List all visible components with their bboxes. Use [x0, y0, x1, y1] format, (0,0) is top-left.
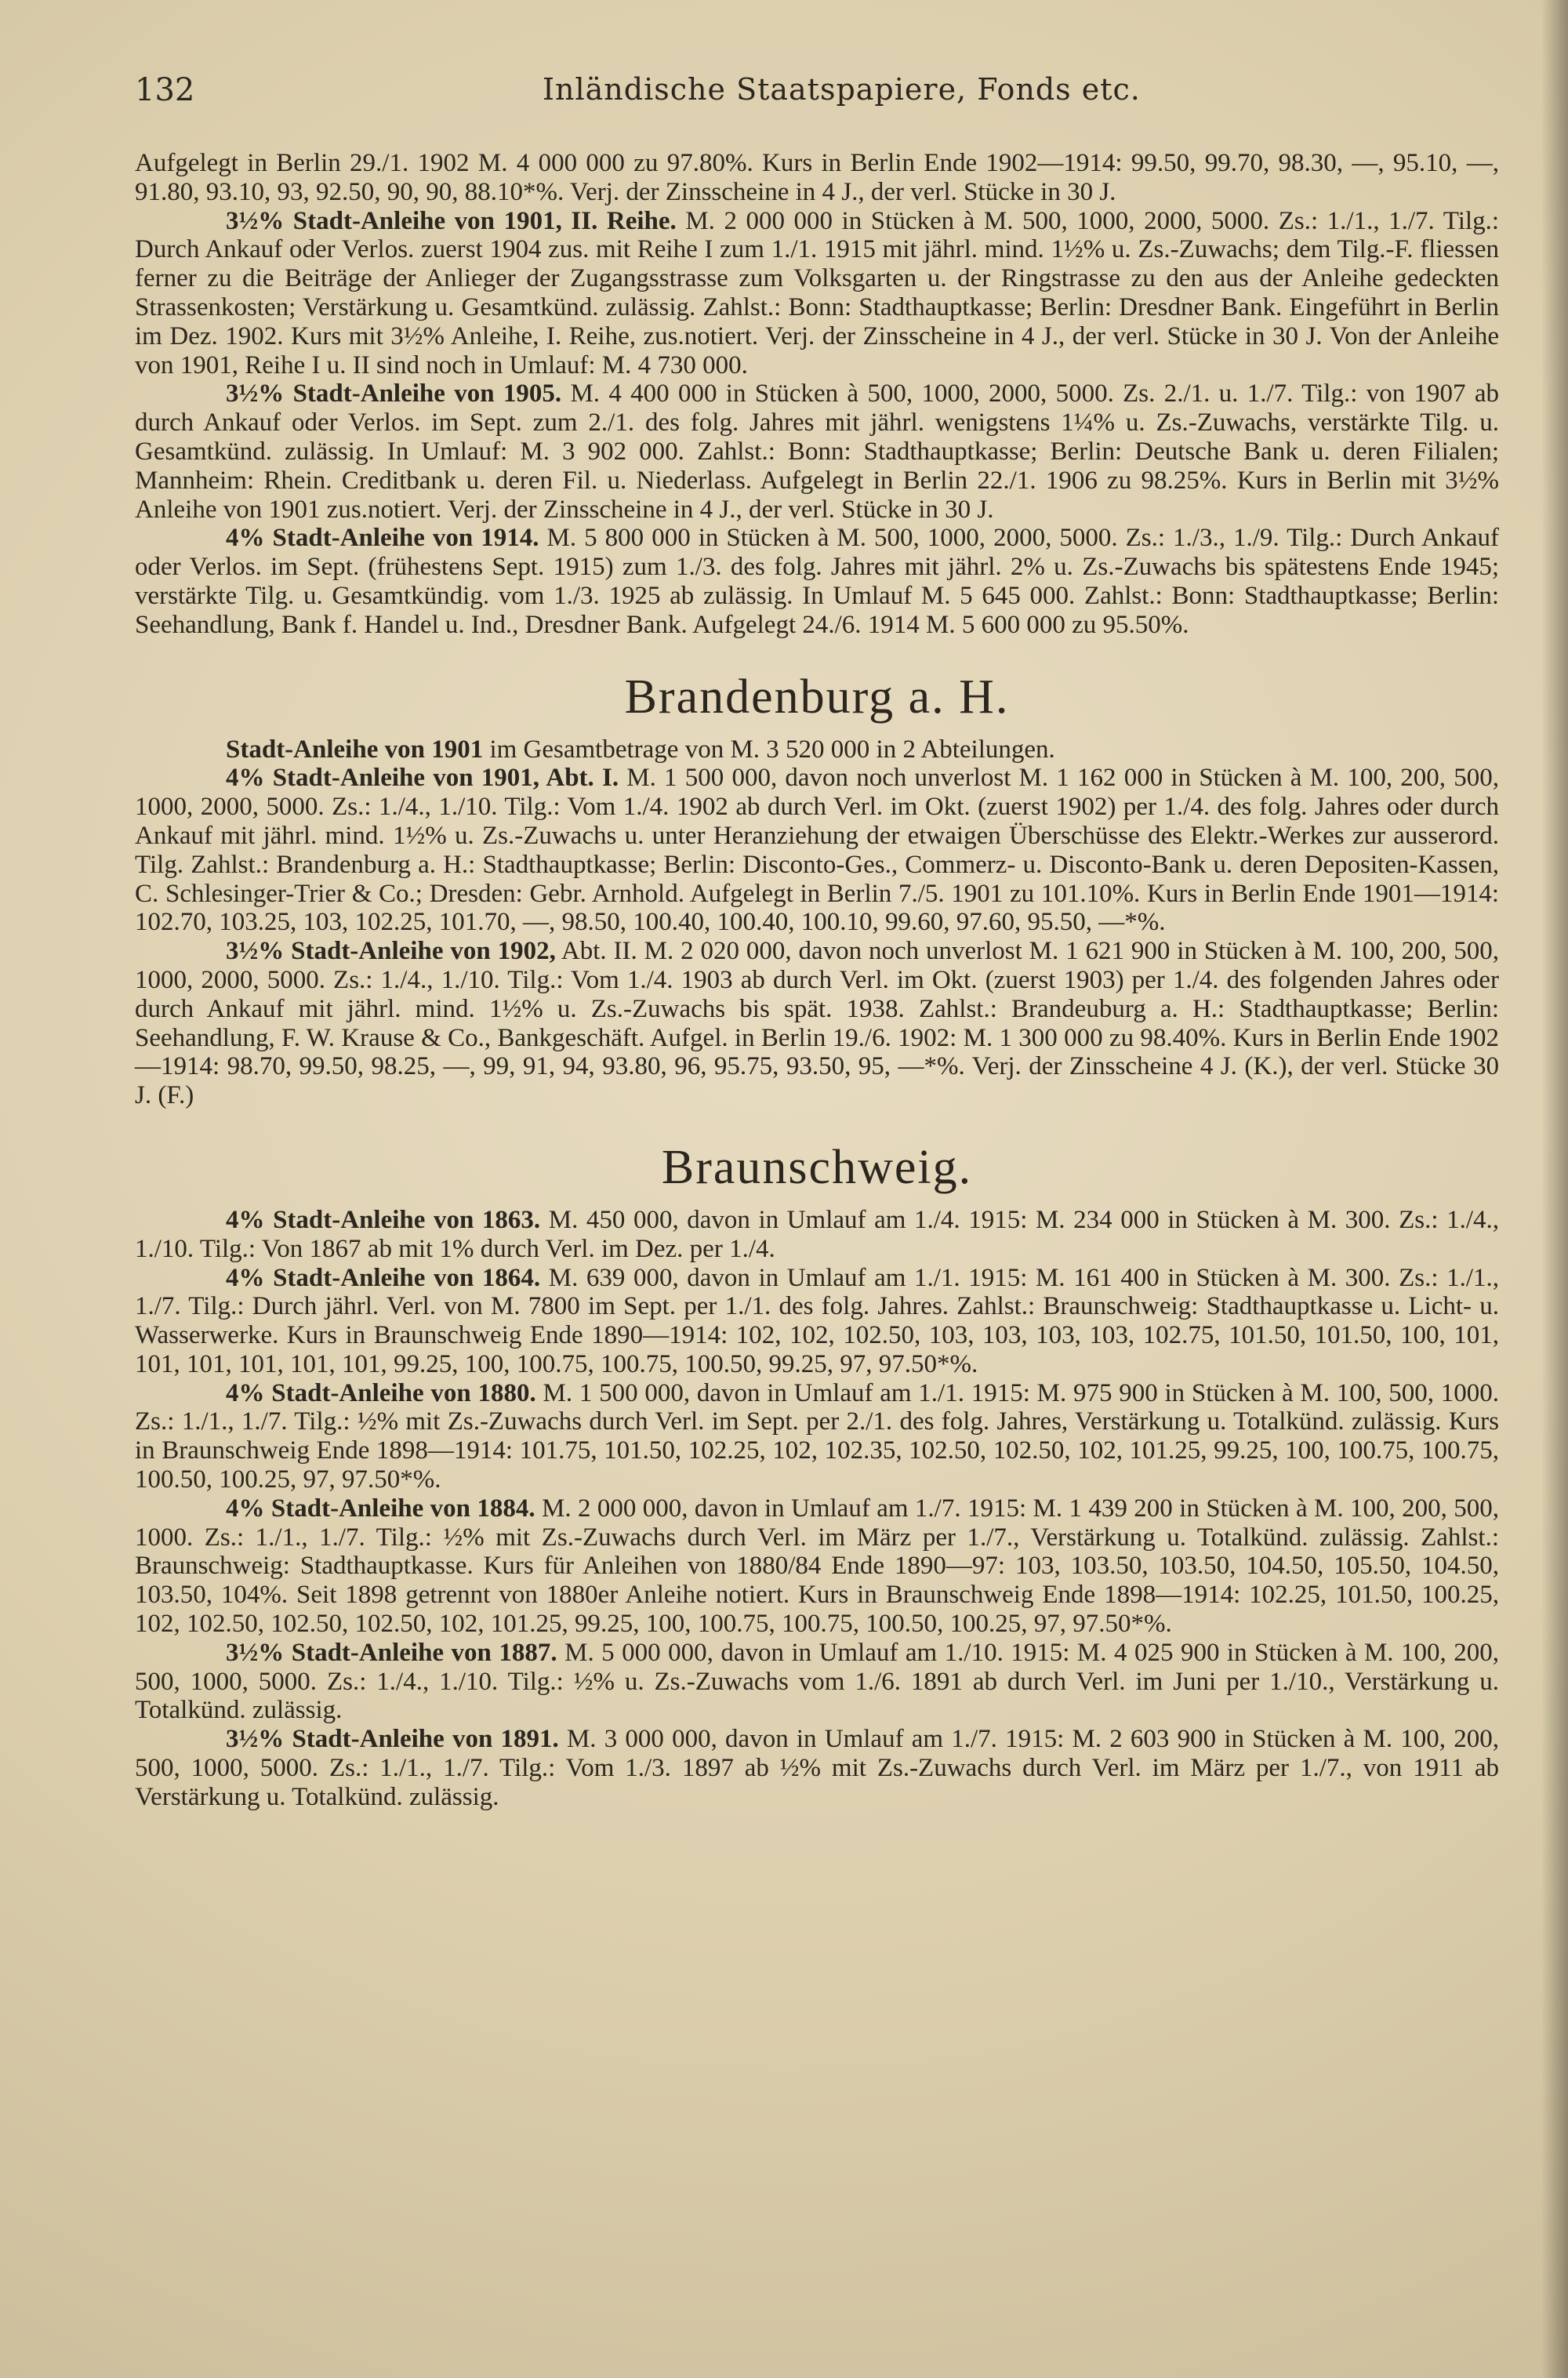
entry-text: M. 1 500 000, davon in Umlauf am 1./1. 1915: M. 975 900 in Stücken à M. 100, 500, 1000. Zs.: 1./1., 1./7. Tilg.: ½% mit Zs.-Zuwachs durch Verl. im Sept. per 2./1. des folg. Jahres, Verstärkung u. Totalkünd. zulässig. Kurs in Braunschweig Ende 1898—1914: 101.75, 101.50, 102.25, 102, 102.35, 102.50, 102.50, 102, 101.25, 99.25, 100, 100.75, 100.75, 100.50, 100.25, 97, 97.50*%.	[135, 1378, 1499, 1494]
entry-text: im Gesamtbetrage von M. 3 520 000 in 2 Abteilungen.	[483, 735, 1055, 764]
entry-text: M. 4 400 000 in Stücken à 500, 1000, 2000, 5000. Zs. 2./1. u. 1./7. Tilg.: von 1907 ab durch Ankauf oder Verlos. im Sept. zum 2./1. des folg. Jahres mit jährl. wenigstens 1¼% u. Zs.-Zuwachs, verstärkte Tilg. u. Gesamtkünd. zulässig. In Umlauf: M. 3 902 000. Zahlst.: Bonn: Stadthauptkasse; Berlin: Deutsche Bank u. deren Filialen; Mannheim: Rhein. Creditbank u. deren Fil. u. Niederlass. Aufgelegt in Berlin 22./1. 1906 zu 98.25%. Kurs in Berlin mit 3½% Anleihe von 1901 zus.notiert. Verj. der Zinsscheine in 4 J., der verl. Stücke in 30 J.	[135, 379, 1499, 524]
entry-heading: 4% Stadt-Anleihe von 1901, Abt. I.	[226, 764, 619, 793]
entry-brandenburg-1901-abt-1	[135, 764, 1499, 937]
entry-heading: 4% Stadt-Anleihe von 1864.	[226, 1263, 541, 1292]
entry-brandenburg-stadt-anleihe-1901	[135, 735, 1499, 764]
section-title-braunschweig: Braunschweig.	[661, 1140, 973, 1194]
page-edge-shadow	[1541, 0, 1568, 2378]
entry-text: M. 639 000, davon in Umlauf am 1./1. 1915: M. 161 400 in Stücken à M. 300. Zs.: 1./1., 1./7. Tilg.: Durch jährl. Verl. von M. 7800 im Sept. per 1./1. des folg. Jahres. Zahlst.: Braunschweig: Stadthauptkasse u. Licht- u. Wasserwerke. Kurs in Braunschweig Ende 1890—1914: 102, 102, 102.50, 103, 103, 103, 103, 102.75, 101.50, 101.50, 100, 101, 101, 101, 101, 101, 101, 99.25, 100, 100.75, 100.75, 100.50, 99.25, 97, 97.50*%.	[135, 1263, 1499, 1378]
body-text	[135, 149, 1499, 1812]
entry-text: M. 1 500 000, davon noch unverlost M. 1 162 000 in Stücken à M. 100, 200, 500, 1000, 2000, 5000. Zs.: 1./4., 1./10. Tilg.: Vom 1./4. 1902 ab durch Verl. im Okt. (zuerst 1902) per 1./4. des folg. Jahres oder durch Ankauf mit jährl. mind. 1½% u. Zs.-Zuwachs u. unter Heranziehung der etwaigen Überschüsse des Elektr.-Werkes zur ausserord. Tilg. Zahlst.: Brandenburg a. H.: Stadthauptkasse; Berlin: Disconto-Ges., Commerz- u. Disconto-Bank u. deren Depositen-Kassen, C. Schlesinger-Trier & Co.; Dresden: Gebr. Arnhold. Aufgelegt in Berlin 7./5. 1901 zu 101.10%. Kurs in Berlin Ende 1901—1914: 102.70, 103.25, 103, 102.25, 101.70, —, 98.50, 100.40, 100.40, 100.10, 99.60, 97.60, 95.50, —*%.	[135, 764, 1499, 937]
page-header	[135, 72, 1499, 119]
entry-braunschweig-1880	[135, 1379, 1499, 1494]
entry-braunschweig-1887	[135, 1639, 1499, 1725]
entry-text: M. 2 000 000, davon in Umlauf am 1./7. 1915: M. 1 439 200 in Stücken à M. 100, 200, 500, 1000. Zs.: 1./1., 1./7. Tilg.: ½% mit Zs.-Zuwachs durch Verl. im März per 1./7., Verstärkung u. Totalkünd. zulässig. Zahlst.: Braunschweig: Stadthauptkasse. Kurs für Anleihen von 1880/84 Ende 1890—97: 103, 103.50, 103.50, 104.50, 105.50, 104.50, 103.50, 104%. Seit 1898 getrennt von 1880er Anleihe notiert. Kurs in Braunschweig Ende 1898—1914: 102.25, 101.50, 100.25, 102, 102.50, 102.50, 102.50, 102, 101.25, 99.25, 100, 100.75, 100.75, 100.50, 100.25, 97, 97.50*%.	[135, 1494, 1499, 1639]
entry-braunschweig-1884	[135, 1494, 1499, 1639]
entry-brandenburg-1902-abt-2	[135, 937, 1499, 1110]
entry-text: M. 2 000 000 in Stücken à M. 500, 1000, 2000, 5000. Zs.: 1./1., 1./7. Tilg.: Durch Ankauf oder Verlos. zuerst 1904 zus. mit Reihe I zum 1./1. 1915 mit jährl. mind. 1½% u. Zs.-Zuwachs; dem Tilg.-F. fliessen ferner zu die Beiträge der Anlieger der Zugangsstrasse zum Volksgarten u. der Ringstrasse zu den aus der Anleihe gedeckten Strassenkosten; Verstärkung u. Gesamtkünd. zulässig. Zahlst.: Bonn: Stadthauptkasse; Berlin: Dresdner Bank. Eingeführt in Berlin im Dez. 1902. Kurs mit 3½% Anleihe, I. Reihe, zus.notiert. Verj. der Zinsscheine in 4 J., der verl. Stücke in 30 J. Von der Anleihe von 1901, Reihe I u. II sind noch in Umlauf: M. 4 730 000.	[135, 206, 1499, 379]
running-title: Inländische Staatspapiere, Fonds etc.	[543, 72, 1141, 107]
entry-heading: 3½% Stadt-Anleihe von 1891.	[226, 1725, 559, 1754]
entry-braunschweig-1864	[135, 1264, 1499, 1379]
section-title-brandenburg: Brandenburg a. H.	[624, 670, 1010, 724]
entry-text: Abt. II. M. 2 020 000, davon noch unverlost M. 1 621 900 in Stücken à M. 100, 200, 500, 1000, 2000, 5000. Zs.: 1./4., 1./10. Tilg.: Vom 1./4. 1903 ab durch Verl. im Okt. (zuerst 1903) per 1./4. des folgenden Jahres oder durch Ankauf mit jährl. mind. 1½% u. Zs.-Zuwachs bis spät. 1938. Zahlst.: Brandeuburg a. H.: Stadthauptkasse; Berlin: Seehandlung, F. W. Krause & Co., Bankgeschäft. Aufgel. in Berlin 19./6. 1902: M. 1 300 000 zu 98.40%. Kurs in Berlin Ende 1902—1914: 98.70, 99.50, 98.25, —, 99, 91, 94, 93.80, 96, 95.75, 93.50, 95, —*%. Verj. der Zinsscheine 4 J. (K.), der verl. Stücke 30 J. (F.)	[135, 937, 1499, 1110]
entry-heading: 4% Stadt-Anleihe von 1914.	[226, 524, 539, 553]
entry-heading: Stadt-Anleihe von 1901	[226, 735, 484, 764]
entry-text: M. 5 000 000, davon in Umlauf am 1./10. 1915: M. 4 025 900 in Stücken à M. 100, 200, 500, 1000, 5000. Zs.: 1./4., 1./10. Tilg.: ½% u. Zs.-Zuwachs vom 1./6. 1891 ab durch Verl. im Juni per 1./10., Verstärkung u. Totalkünd. zulässig.	[135, 1638, 1499, 1725]
entry-heading: 4% Stadt-Anleihe von 1884.	[226, 1494, 535, 1523]
entry-heading: 3½% Stadt-Anleihe von 1902,	[226, 937, 556, 966]
entry-text: M. 5 800 000 in Stücken à M. 500, 1000, 2000, 5000. Zs.: 1./3., 1./9. Tilg.: Durch Ankauf oder Verlos. im Sept. (frühestens Sept. 1915) zum 1./3. des folg. Jahres mit jährl. 2% u. Zs.-Zuwachs bis spätestens Ende 1945; verstärkte Tilg. u. Gesamtkündig. vom 1./3. 1925 ab zulässig. In Umlauf M. 5 645 000. Zahlst.: Bonn: Stadthauptkasse; Berlin: Seehandlung, Bank f. Handel u. Ind., Dresdner Bank. Aufgelegt 24./6. 1914 M. 5 600 000 zu 95.50%.	[135, 524, 1499, 639]
entry-stadt-anleihe-1914	[135, 524, 1499, 639]
paragraph-berlin-subscription	[135, 149, 1499, 207]
entry-heading: 3½% Stadt-Anleihe von 1905.	[226, 379, 562, 408]
paragraph-text: Aufgelegt in Berlin 29./1. 1902 M. 4 000 000 zu 97.80%. Kurs in Berlin Ende 1902—1914: 99.50, 99.70, 98.30, —, 95.10, —, 91.80, 93.10, 93, 92.50, 90, 90, 88.10*%. Verj. der Zinsscheine in 4 J., der verl. Stücke in 30 J.	[135, 149, 1499, 206]
entry-braunschweig-1863	[135, 1206, 1499, 1264]
entry-stadt-anleihe-1901-reihe-2	[135, 207, 1499, 380]
entry-text: M. 3 000 000, davon in Umlauf am 1./7. 1915: M. 2 603 900 in Stücken à M. 100, 200, 500, 1000, 5000. Zs.: 1./1., 1./7. Tilg.: Vom 1./3. 1897 ab ½% mit Zs.-Zuwachs durch Verl. im März per 1./7., von 1911 ab Verstärkung u. Totalkünd. zulässig.	[135, 1725, 1499, 1811]
entry-heading: 4% Stadt-Anleihe von 1880.	[226, 1378, 536, 1407]
page-number: 132	[135, 72, 195, 108]
entry-text: M. 450 000, davon in Umlauf am 1./4. 1915: M. 234 000 in Stücken à M. 300. Zs.: 1./4., 1./10. Tilg.: Von 1867 ab mit 1% durch Verl. im Dez. per 1./4.	[135, 1205, 1499, 1263]
entry-heading: 4% Stadt-Anleihe von 1863.	[226, 1205, 541, 1234]
entry-braunschweig-1891	[135, 1725, 1499, 1811]
entry-heading: 3½% Stadt-Anleihe von 1901, II. Reihe.	[226, 206, 677, 235]
entry-stadt-anleihe-1905	[135, 379, 1499, 524]
entry-heading: 3½% Stadt-Anleihe von 1887.	[226, 1638, 557, 1667]
